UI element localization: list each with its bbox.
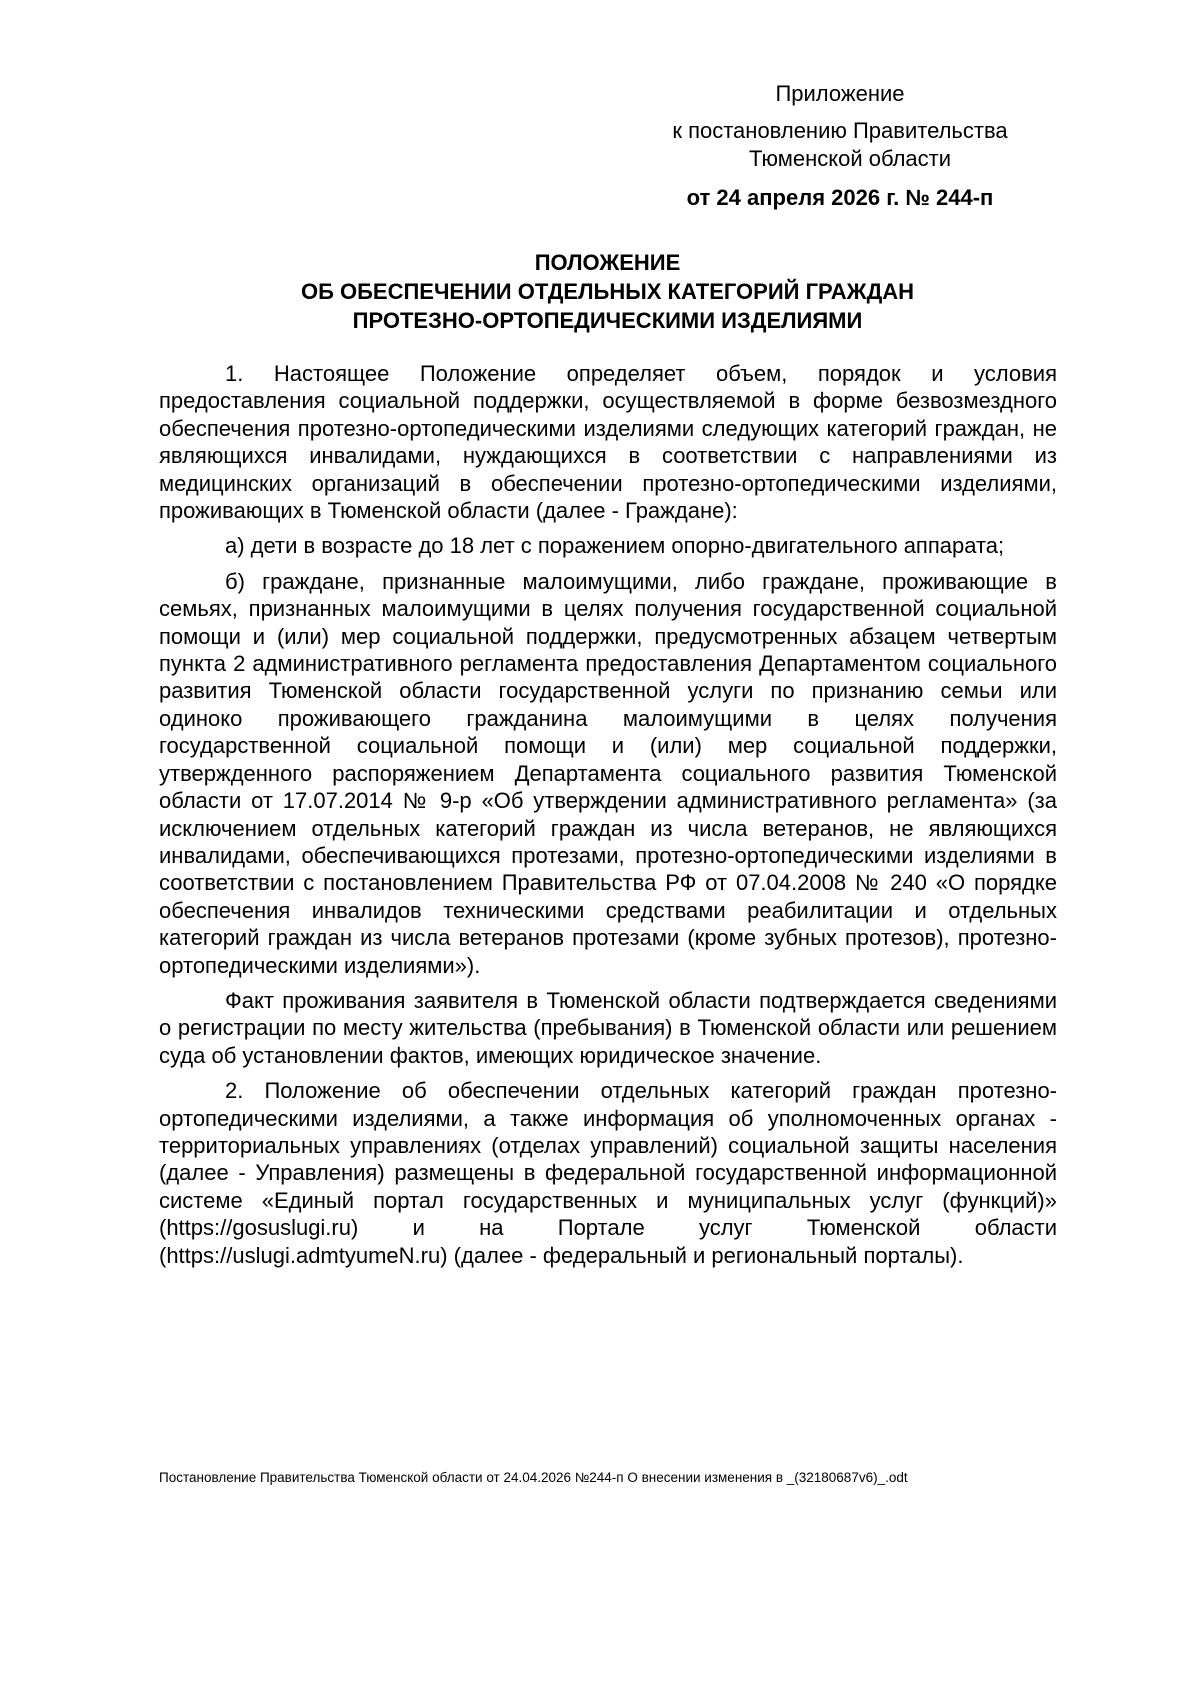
document-title xyxy=(160,248,1055,335)
title-line-1: ПОЛОЖЕНИЕ xyxy=(534,250,681,275)
resolution-date-number: от 24 апреля 2026 г. № 244-п xyxy=(686,185,994,210)
paragraph-item-b: б) граждане, признанные малоимущими, либо граждане, проживающие в семьях, признанных малоимущими в целях получения государственной социальной помощи и (или) мер социальной поддержки, предусмотренных абзацем четвертым пункта 2 административного регламента предоставления Департаментом социального развития Тюменской области государственной услуги по признанию семьи или одиноко проживающего гражданина малоимущими в целях получения государственной социальной помощи и (или) мер социальной поддержки, утвержденного распоряжением Департамента социального развития Тюменской области от 17.07.2014 № 9-р «Об утверждении административного регламента» (за исключением отдельных категорий граждан из числа ветеранов, не являющихся инвалидами, обеспечивающихся протезами, протезно-ортопедическими изделиями в соответствии с постановлением Правительства РФ от 07.04.2008 № 240 «О порядке обеспечения инвалидов техническими средствами реабилитации и отдельных категорий граждан из числа ветеранов протезами (кроме зубных протезов), протезно-ортопедическими изделиями»). xyxy=(159,568,1057,978)
appendix-label: Приложение xyxy=(775,81,905,106)
paragraph-item-a: а) дети в возрасте до 18 лет с поражением опорно-двигательного аппарата; xyxy=(225,533,1005,559)
title-line-2: ОБ ОБЕСПЕЧЕНИИ ОТДЕЛЬНЫХ КАТЕГОРИЙ ГРАЖДАН xyxy=(300,279,915,304)
page-footer: Постановление Правительства Тюменской области от 24.04.2026 №244-п О внесении изменения в _(32180687v6)_.odt xyxy=(159,1470,908,1485)
title-line-3: ПРОТЕЗНО-ОРТОПЕДИЧЕСКИМИ ИЗДЕЛИЯМИ xyxy=(352,308,863,333)
paragraph-2: 2. Положение об обеспечении отдельных категорий граждан протезно-ортопедическими изделиями, а также информация об уполномоченных органах - территориальных управлениях (отделах управлений) социальной защиты населения (далее - Управления) размещены в федеральной государственной информационной системе «Единый портал государственных и муниципальных услуг (функций)» (https://gosuslugi.ru) и на Портале услуг Тюменской области (https://uslugi.admtyumeN.ru) (далее - федеральный и региональный порталы). xyxy=(159,1078,1057,1268)
document-body xyxy=(159,360,1057,1277)
region-name: Тюменской области xyxy=(748,146,952,171)
paragraph-1: 1. Настоящее Положение определяет объем, порядок и условия предоставления социальной поддержки, осуществляемой в форме безвозмездного обеспечения протезно-ортопедическими изделиями следующих категорий граждан, не являющихся инвалидами, нуждающихся в соответствии с направлениями из медицинских организаций в обеспечении протезно-ортопедическими изделиями, проживающих в Тюменской области (далее - Граждане): xyxy=(159,361,1057,524)
paragraph-residence: Факт проживания заявителя в Тюменской области подтверждается сведениями о регистрации по месту жительства (пребывания) в Тюменской области или решением суда об установлении фактов, имеющих юридическое значение. xyxy=(159,987,1057,1068)
resolution-reference: к постановлению Правительства xyxy=(672,118,1008,143)
